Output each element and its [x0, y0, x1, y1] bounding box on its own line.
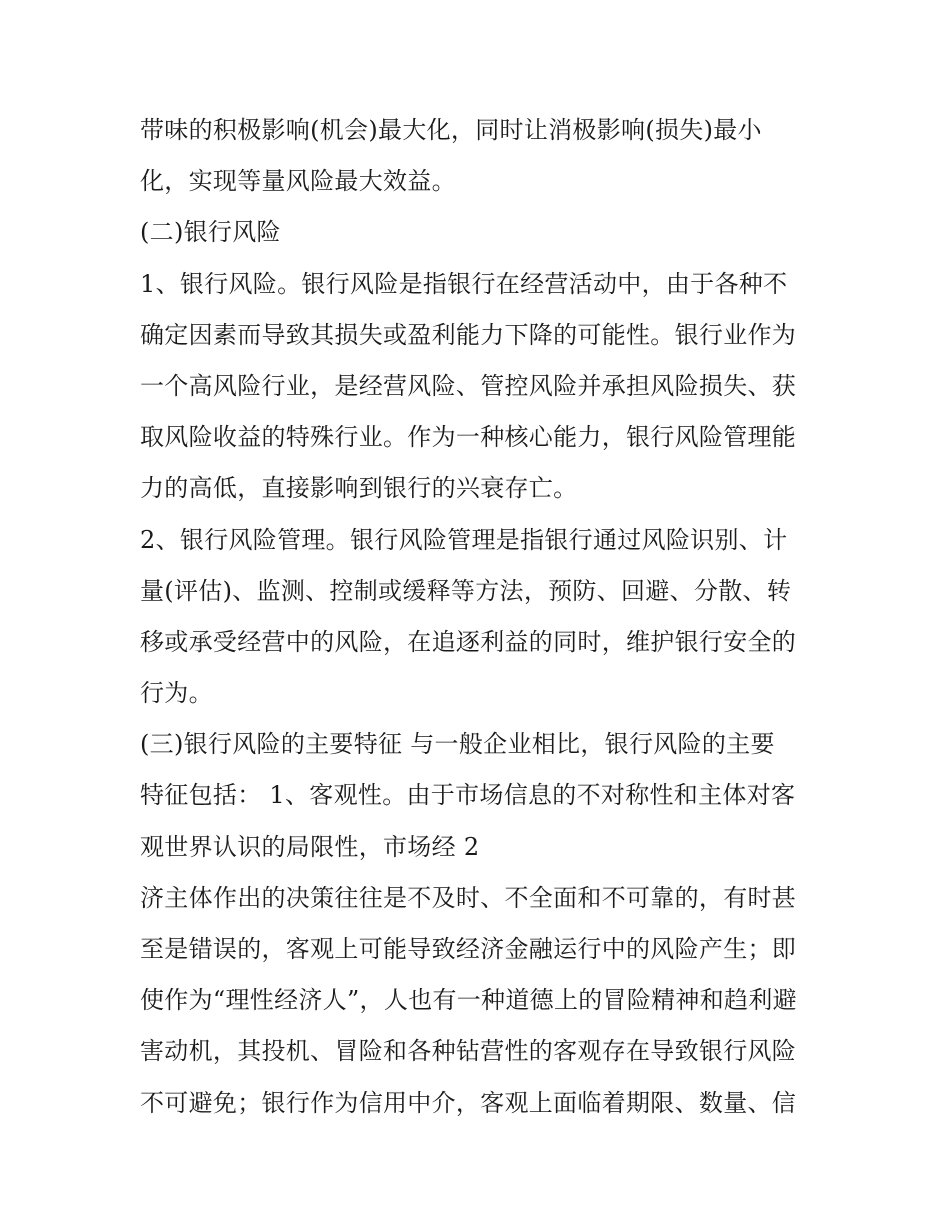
text-line: 特征包括： 1、客观性。由于市场信息的不对称性和主体对客	[140, 781, 796, 810]
text-line: 一个高风险行业，是经营风险、管控风险并承担风险损失、获	[140, 371, 797, 400]
text-line: 行为。	[140, 679, 213, 708]
text-line: 确定因素而导致其损失或盈利能力下降的可能性。银行业作为	[140, 320, 797, 349]
body-text	[140, 105, 820, 1129]
text-line: 观世界认识的局限性，市场经 2	[140, 832, 480, 861]
text-line: 使作为“理性经济人”，人也有一种道德上的冒险精神和趋利避	[140, 986, 797, 1015]
text-line: 力的高低，直接影响到银行的兴衰存亡。	[140, 474, 578, 503]
text-line: 带味的积极影响(机会)最大化，同时让消极影响(损失)最小	[140, 116, 762, 144]
text-line: 不可避免；银行作为信用中介，客观上面临着期限、数量、信	[140, 1088, 797, 1117]
text-line: 2、银行风险管理。银行风险管理是指银行通过风险识别、计	[140, 525, 788, 554]
text-line: 至是错误的，客观上可能导致经济金融运行中的风险产生；即	[140, 935, 797, 963]
text-line: 取风险收益的特殊行业。作为一种核心能力，银行风险管理能	[140, 423, 797, 452]
text-line: 1、银行风险。银行风险是指银行在经营活动中，由于各种不	[140, 269, 788, 298]
section-heading: (三)银行风险的主要特征 与一般企业相比，银行风险的主要	[140, 730, 775, 759]
text-line: 移或承受经营中的风险，在追逐利益的同时，维护银行安全的	[140, 627, 797, 656]
text-line: 化，实现等量风险最大效益。	[140, 167, 456, 196]
text-line: 量(评估)、监测、控制或缓释等方法，预防、回避、分散、转	[140, 576, 792, 605]
text-line: 济主体作出的决策往往是不及时、不全面和不可靠的，有时甚	[140, 883, 797, 912]
section-heading: (二)银行风险	[140, 218, 281, 247]
text-line: 害动机，其投机、冒险和各种钻营性的客观存在导致银行风险	[140, 1037, 797, 1066]
